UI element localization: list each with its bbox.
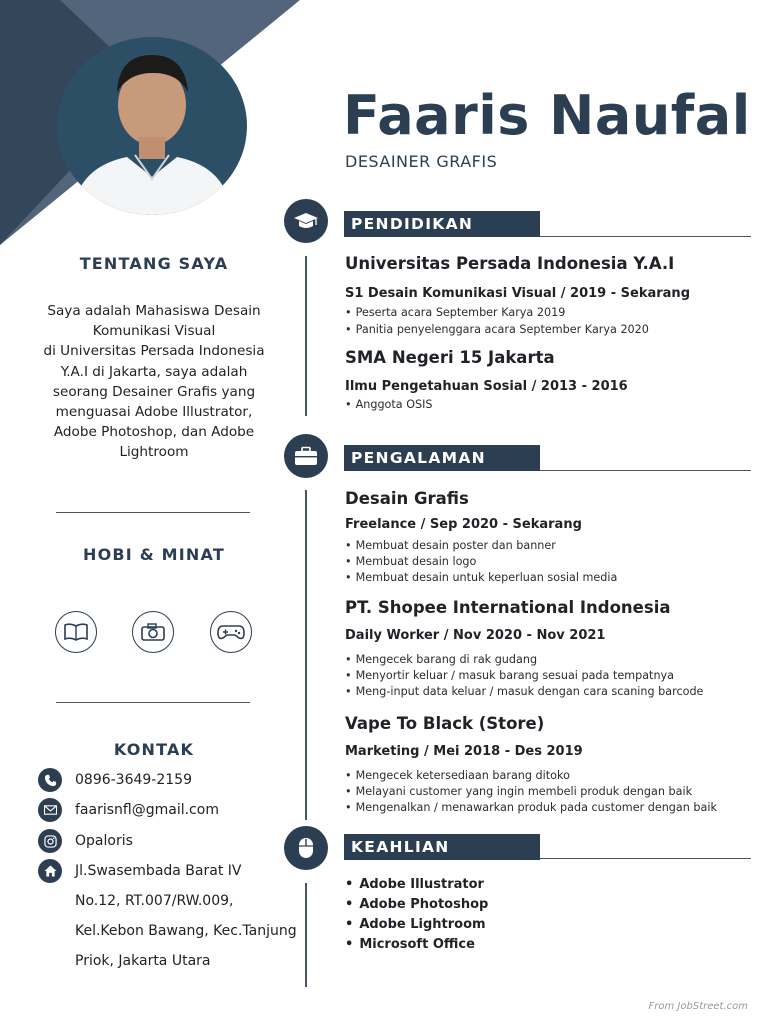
- source-credit: From JobStreet.com: [648, 1001, 748, 1012]
- gamepad-icon: [210, 611, 252, 653]
- skill-item: • Microsoft Office: [345, 937, 475, 952]
- about-text: [34, 301, 274, 463]
- full-name: Faaris Naufal: [343, 84, 751, 147]
- book-icon: [55, 611, 97, 653]
- list-item: • Mengecek ketersediaan barang ditoko: [345, 769, 570, 782]
- skill-item: • Adobe Lightroom: [345, 917, 486, 932]
- divider: [56, 702, 250, 703]
- job-detail: Daily Worker / Nov 2020 - Nov 2021: [345, 628, 606, 643]
- divider: [56, 512, 250, 513]
- contact-instagram: [38, 829, 133, 853]
- experience-title: PENGALAMAN: [344, 445, 540, 471]
- school-name: Universitas Persada Indonesia Y.A.I: [345, 254, 675, 273]
- skill-item: • Adobe Photoshop: [345, 897, 488, 912]
- home-icon: [38, 859, 62, 883]
- about-line: di Universitas Persada Indonesia: [43, 343, 265, 360]
- about-line: menguasai Adobe Illustrator,: [55, 404, 253, 421]
- hobbies-title: HOBI & MINAT: [83, 545, 225, 564]
- profile-photo: [57, 37, 247, 215]
- section-line: [540, 470, 751, 471]
- list-item: • Meng-input data keluar / masuk dengan cara scaning barcode: [345, 685, 703, 698]
- timeline-line: [305, 490, 307, 820]
- briefcase-icon: [284, 434, 328, 478]
- camera-icon: [132, 611, 174, 653]
- address-line: Jl.Swasembada Barat IV: [75, 863, 242, 879]
- job-detail: Freelance / Sep 2020 - Sekarang: [345, 517, 582, 532]
- about-line: Komunikasi Visual: [92, 323, 216, 340]
- list-item: • Anggota OSIS: [345, 398, 433, 411]
- about-line: Saya adalah Mahasiswa Desain: [47, 303, 261, 319]
- address-line: No.12, RT.007/RW.009,: [75, 893, 234, 909]
- address-line: Priok, Jakarta Utara: [75, 953, 211, 969]
- contact-address: [38, 859, 241, 883]
- list-item: • Panitia penyelenggara acara September Karya 2020: [345, 323, 649, 336]
- timeline-line: [305, 883, 307, 987]
- job-company: Desain Grafis: [345, 489, 469, 508]
- contact-title: KONTAK: [113, 740, 195, 759]
- job-company: PT. Shopee International Indonesia: [345, 598, 671, 617]
- school-detail: Ilmu Pengetahuan Sosial / 2013 - 2016: [345, 379, 628, 394]
- skills-title: KEAHLIAN: [344, 834, 540, 860]
- list-item: • Melayani customer yang ingin membeli produk dengan baik: [345, 785, 692, 798]
- list-item: • Peserta acara September Karya 2019: [345, 306, 565, 319]
- timeline-line: [305, 256, 307, 416]
- graduation-cap-icon: [284, 199, 328, 243]
- phone-number: 0896-3649-2159: [75, 772, 192, 788]
- about-title: TENTANG SAYA: [79, 254, 229, 273]
- phone-icon: [38, 768, 62, 792]
- list-item: • Mengecek barang di rak gudang: [345, 653, 537, 666]
- contact-phone: [38, 768, 192, 792]
- list-item: • Membuat desain logo: [345, 555, 476, 568]
- email-address: faarisnfl@gmail.com: [75, 802, 219, 818]
- mouse-icon: [284, 826, 328, 870]
- job-title: DESAINER GRAFIS: [345, 152, 498, 171]
- about-line: Y.A.I di Jakarta, saya adalah: [60, 363, 248, 380]
- contact-email: [38, 798, 219, 822]
- list-item: • Menyortir keluar / masuk barang sesuai pada tempatnya: [345, 669, 674, 682]
- school-name: SMA Negeri 15 Jakarta: [345, 348, 555, 367]
- skill-item: • Adobe Illustrator: [345, 877, 484, 892]
- education-title: PENDIDIKAN: [344, 211, 540, 237]
- section-line: [540, 236, 751, 237]
- about-line: Lightroom: [119, 444, 189, 461]
- address-line: Kel.Kebon Bawang, Kec.Tanjung: [75, 923, 297, 939]
- job-detail: Marketing / Mei 2018 - Des 2019: [345, 744, 583, 759]
- about-line: seorang Desainer Grafis yang: [52, 383, 256, 400]
- section-line: [540, 858, 751, 859]
- list-item: • Mengenalkan / menawarkan produk pada customer dengan baik: [345, 801, 717, 814]
- school-detail: S1 Desain Komunikasi Visual / 2019 - Sekarang: [345, 286, 690, 301]
- email-icon: [38, 798, 62, 822]
- job-company: Vape To Black (Store): [345, 714, 545, 733]
- instagram-handle: Opaloris: [75, 833, 133, 849]
- instagram-icon: [38, 829, 62, 853]
- list-item: • Membuat desain untuk keperluan sosial media: [345, 571, 617, 584]
- list-item: • Membuat desain poster dan banner: [345, 539, 556, 552]
- about-line: Adobe Photoshop, dan Adobe: [53, 424, 255, 441]
